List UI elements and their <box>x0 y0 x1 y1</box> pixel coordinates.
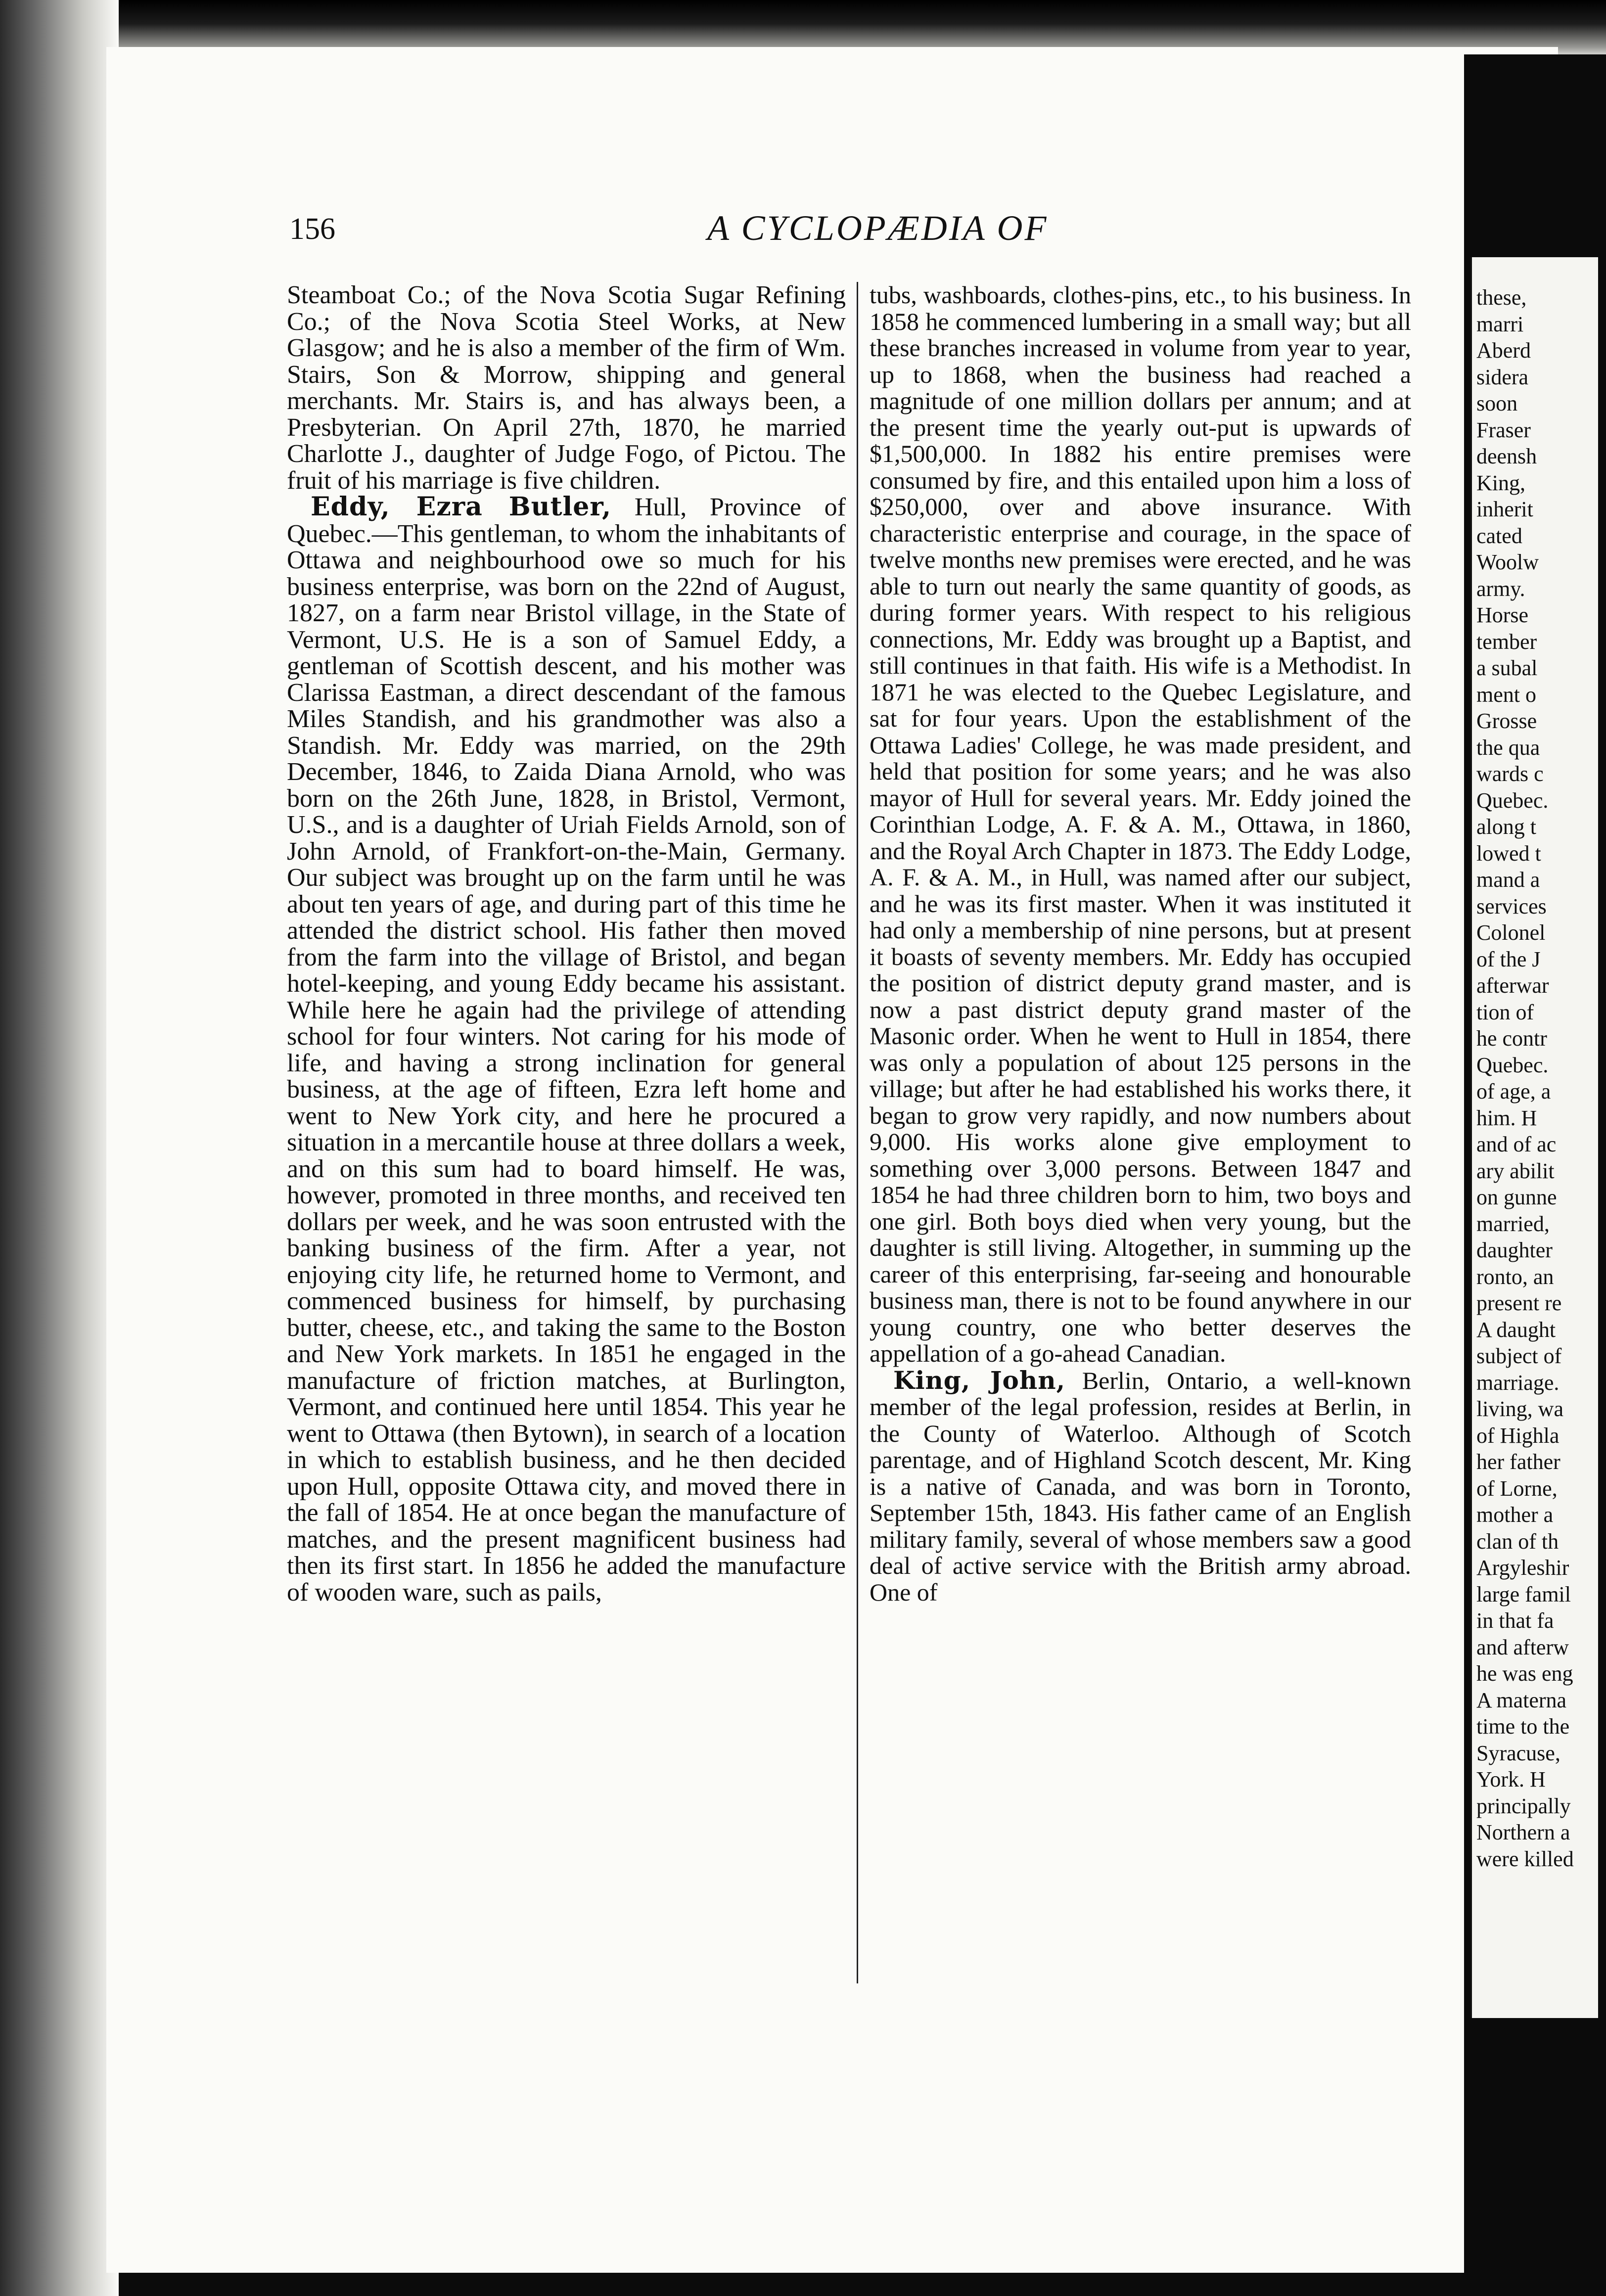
next-page-fragment-line: King, <box>1476 470 1525 495</box>
next-page-fragment-line: deensh <box>1476 444 1537 468</box>
next-page-fragment-line: her father <box>1476 1450 1560 1474</box>
next-page-fragment-line: on gunne <box>1476 1185 1557 1209</box>
scan-binding-shadow <box>0 0 119 2296</box>
next-page-fragment-line: of the J <box>1476 947 1541 971</box>
next-page-fragment-line: soon <box>1476 391 1518 415</box>
next-page-fragment-line: married, <box>1476 1211 1550 1236</box>
next-page-fragment-line: daughter <box>1476 1238 1553 1262</box>
next-page-fragment-line: of age, a <box>1476 1079 1551 1103</box>
next-page-fragment-line: ary abilit <box>1476 1158 1555 1183</box>
next-page-fragment-line: Quebec. <box>1476 1053 1549 1077</box>
next-page-fragment-line: inherit <box>1476 497 1533 521</box>
next-page-fragment-line: and afterw <box>1476 1635 1569 1659</box>
next-page-fragment-line: marriage. <box>1476 1370 1560 1395</box>
next-page-fragment-line: the qua <box>1476 735 1540 760</box>
next-page-fragment-line: subject of <box>1476 1344 1562 1368</box>
next-page-fragment-line: Argyleshir <box>1476 1556 1569 1580</box>
next-page-fragment-line: him. H <box>1476 1105 1537 1130</box>
entry-name: King, John, <box>893 1365 1066 1395</box>
next-page-fragment-line: Horse <box>1476 603 1529 627</box>
next-page-fragment-line: A materna <box>1476 1688 1567 1712</box>
next-page-fragment-line: of Highla <box>1476 1423 1560 1448</box>
next-page-fragment-line: large famil <box>1476 1582 1571 1607</box>
next-page-fragment-line: were killed <box>1476 1846 1574 1871</box>
next-page-fragment-line: York. H <box>1476 1767 1546 1791</box>
next-page-fragment-line: ronto, an <box>1476 1264 1554 1289</box>
entry-king <box>870 1367 1411 1606</box>
continued-entry-text: tubs, washboards, clothes-pins, etc., to his business. In 1858 he commenced lumbering in a small way; but all these branches increased in volume from year to year, up to 1868, when the business had reached a magnitude of one million dollars per annum; and at the present time the yearly out-put is upwards of $1,500,000. In 1882 his entire premises were consumed by fire, and this entailed upon him a loss of $250,000, over and above insurance. With characteristic enterprise and courage, in the space of twelve months new premises were erected, and he was able to turn out nearly the same quantity of goods, as during former years. With respect to his religious connections, Mr. Eddy was brought up a Baptist, and still continues in that faith. His wife is a Methodist. In 1871 he was elected to the Quebec Legislature, and sat for four years. Upon the establishment of the Ottawa Ladies' College, he was made president, and held that position for some years; and he was also mayor of Hull for several years. Mr. Eddy joined the Corinthian Lodge, A. F. & A. M., Ottawa, in 1860, and the Royal Arch Chapter in 1873. The Eddy Lodge, A. F. & A. M., in Hull, was named after our subject, and he was its first master. When it was instituted it had only a membership of nine persons, but at present it boasts of seventy members. Mr. Eddy has occupied the position of district deputy grand master, and is now a past district deputy grand master of the Masonic order. When he went to Hull in 1854, there was only a population of about 125 persons in the village; but after he had established his works there, it began to grow very rapidly, and now numbers about 9,000. His works alone give employment to something over 3,000 persons. Between 1847 and 1854 he had three children born to him, two boys and one girl. Both boys died when very young, but the daughter is still living. Altogether, in summing up the career of this enterprising, far-seeing and honourable business man, there is not to be found anywhere in our young country, one who better deserves the appellation of a go-ahead Canadian. <box>870 281 1411 1367</box>
next-page-fragment-line: in that fa <box>1476 1608 1554 1633</box>
next-page-fragment-line: present re <box>1476 1291 1562 1315</box>
entry-body: Hull, Province of Quebec.—This gentleman, to whom the inhabitants of Ottawa and neighbourhood owe so much for his business enterprise, was born on the 22nd of August, 1827, on a farm near Bristol village, in the State of Vermont, U.S. He is a son of Samuel Eddy, a gentleman of Scottish descent, and his mother was Clarissa Eastman, a direct descendant of the famous Miles Standish, and his grandmother was also a Standish. Mr. Eddy was married, on the 29th December, 1846, to Zaida Diana Arnold, who was born on the 26th June, 1828, in Bristol, Vermont, U.S., and is a daughter of Uriah Fields Arnold, son of John Arnold, of Frankfort-on-the-Main, Germany. Our subject was brought up on the farm until he was about ten years of age, and during part of this time he attended the district school. His father then moved from the farm into the village of Bristol, and began hotel-keeping, and young Eddy became his assistant. While here he again had the privilege of attending school for four winters. Not caring for his mode of life, and having a strong inclination for general business, at the age of fifteen, Ezra left home and went to New York city, and here he procured a situation in a mercantile house at three dollars a week, and on this sum had to board himself. He was, however, promoted in three months, and received ten dollars per week, and he was soon entrusted with the banking business of the firm. After a year, not enjoying city life, he returned home to Vermont, and commenced business for himself, by purchasing butter, cheese, etc., and taking the same to the Boston and New York markets. In 1851 he engaged in the manufacture of friction matches, at Burlington, Vermont, and continued here until 1854. This year he went to Ottawa (then Bytown), in search of a location in which to establish business, and he then decided upon Hull, opposite Ottawa city, and moved there in the fall of 1854. He at once began the manufacture of matches, and the present magnificent business had then its first start. In 1856 he added the manufacture of wooden ware, such as pails, <box>287 493 846 1607</box>
next-page-fragment-line: a subal <box>1476 656 1538 680</box>
next-page-fragment-line: these, <box>1476 285 1527 310</box>
next-page-fragment-line: and of ac <box>1476 1132 1557 1156</box>
next-page-fragment-line: tion of <box>1476 1000 1534 1024</box>
next-page-fragment-line: Aberd <box>1476 338 1531 363</box>
next-page-fragment-line: clan of th <box>1476 1529 1559 1554</box>
next-page-fragment-line: marri <box>1476 312 1524 336</box>
left-column <box>287 282 846 1606</box>
next-page-fragment-line: principally <box>1476 1793 1571 1818</box>
next-page-fragments <box>1476 284 1595 1872</box>
entry-body: Berlin, Ontario, a well-known member of the legal profession, resides at Berlin, in the County of Waterloo. Although of Scotch parentage, and of Highland Scotch descent, Mr. King is a native of Canada, and was born in Toronto, September 15th, 1843. His father came of an English military family, several of whose members saw a good deal of active service with the British army abroad. One of <box>870 1366 1411 1606</box>
continued-entry-text: Steamboat Co.; of the Nova Scotia Sugar Refining Co.; of the Nova Scotia Steel Works, at New Glasgow; and he is also a member of the firm of Wm. Stairs, Son & Morrow, shipping and general merchants. Mr. Stairs is, and has always been, a Presbyterian. On April 27th, 1870, he married Charlotte J., daughter of Judge Fogo, of Pictou. The fruit of his marriage is five children. <box>287 281 846 495</box>
next-page-fragment-line: Syracuse, <box>1476 1741 1560 1765</box>
next-page-fragment-line: army. <box>1476 576 1525 601</box>
page-number: 156 <box>289 212 335 246</box>
next-page-fragment-line: of Lorne, <box>1476 1476 1558 1501</box>
next-page-fragment-line: Northern a <box>1476 1820 1570 1844</box>
next-page-fragment-line: Fraser <box>1476 417 1531 442</box>
next-page-fragment-line: Quebec. <box>1476 788 1549 813</box>
next-page-fragment-line: mother a <box>1476 1503 1554 1527</box>
next-page-fragment-line: he contr <box>1476 1026 1547 1051</box>
next-page-fragment-line: wards c <box>1476 762 1544 786</box>
entry-eddy <box>287 494 846 1606</box>
next-page-fragment-line: mand a <box>1476 868 1540 892</box>
next-page-fragment-line: he was eng <box>1476 1661 1573 1686</box>
next-page-fragment-line: living, wa <box>1476 1397 1563 1421</box>
next-page-fragment-line: Woolw <box>1476 550 1539 574</box>
next-page-fragment-line: services <box>1476 894 1547 918</box>
next-page-fragment-line: sidera <box>1476 365 1529 389</box>
next-page-fragment-line: Colonel <box>1476 920 1546 945</box>
next-page-fragment-line: ment o <box>1476 682 1536 707</box>
next-page-fragment-line: tember <box>1476 629 1537 654</box>
right-column <box>870 282 1411 1606</box>
next-page-fragment-line: time to the <box>1476 1714 1570 1739</box>
running-title: A CYCLOPÆDIA OF <box>707 208 1049 248</box>
next-page-fragment-line: A daught <box>1476 1317 1556 1342</box>
entry-name: Eddy, Ezra Butler, <box>311 492 612 522</box>
next-page-fragment-line: afterwar <box>1476 973 1549 998</box>
next-page-fragment-line: Grosse <box>1476 709 1537 733</box>
next-page-fragment-line: lowed t <box>1476 841 1541 866</box>
next-page-fragment-line: along t <box>1476 815 1536 839</box>
column-rule <box>857 282 858 1983</box>
next-page-fragment-line: cated <box>1476 523 1522 548</box>
